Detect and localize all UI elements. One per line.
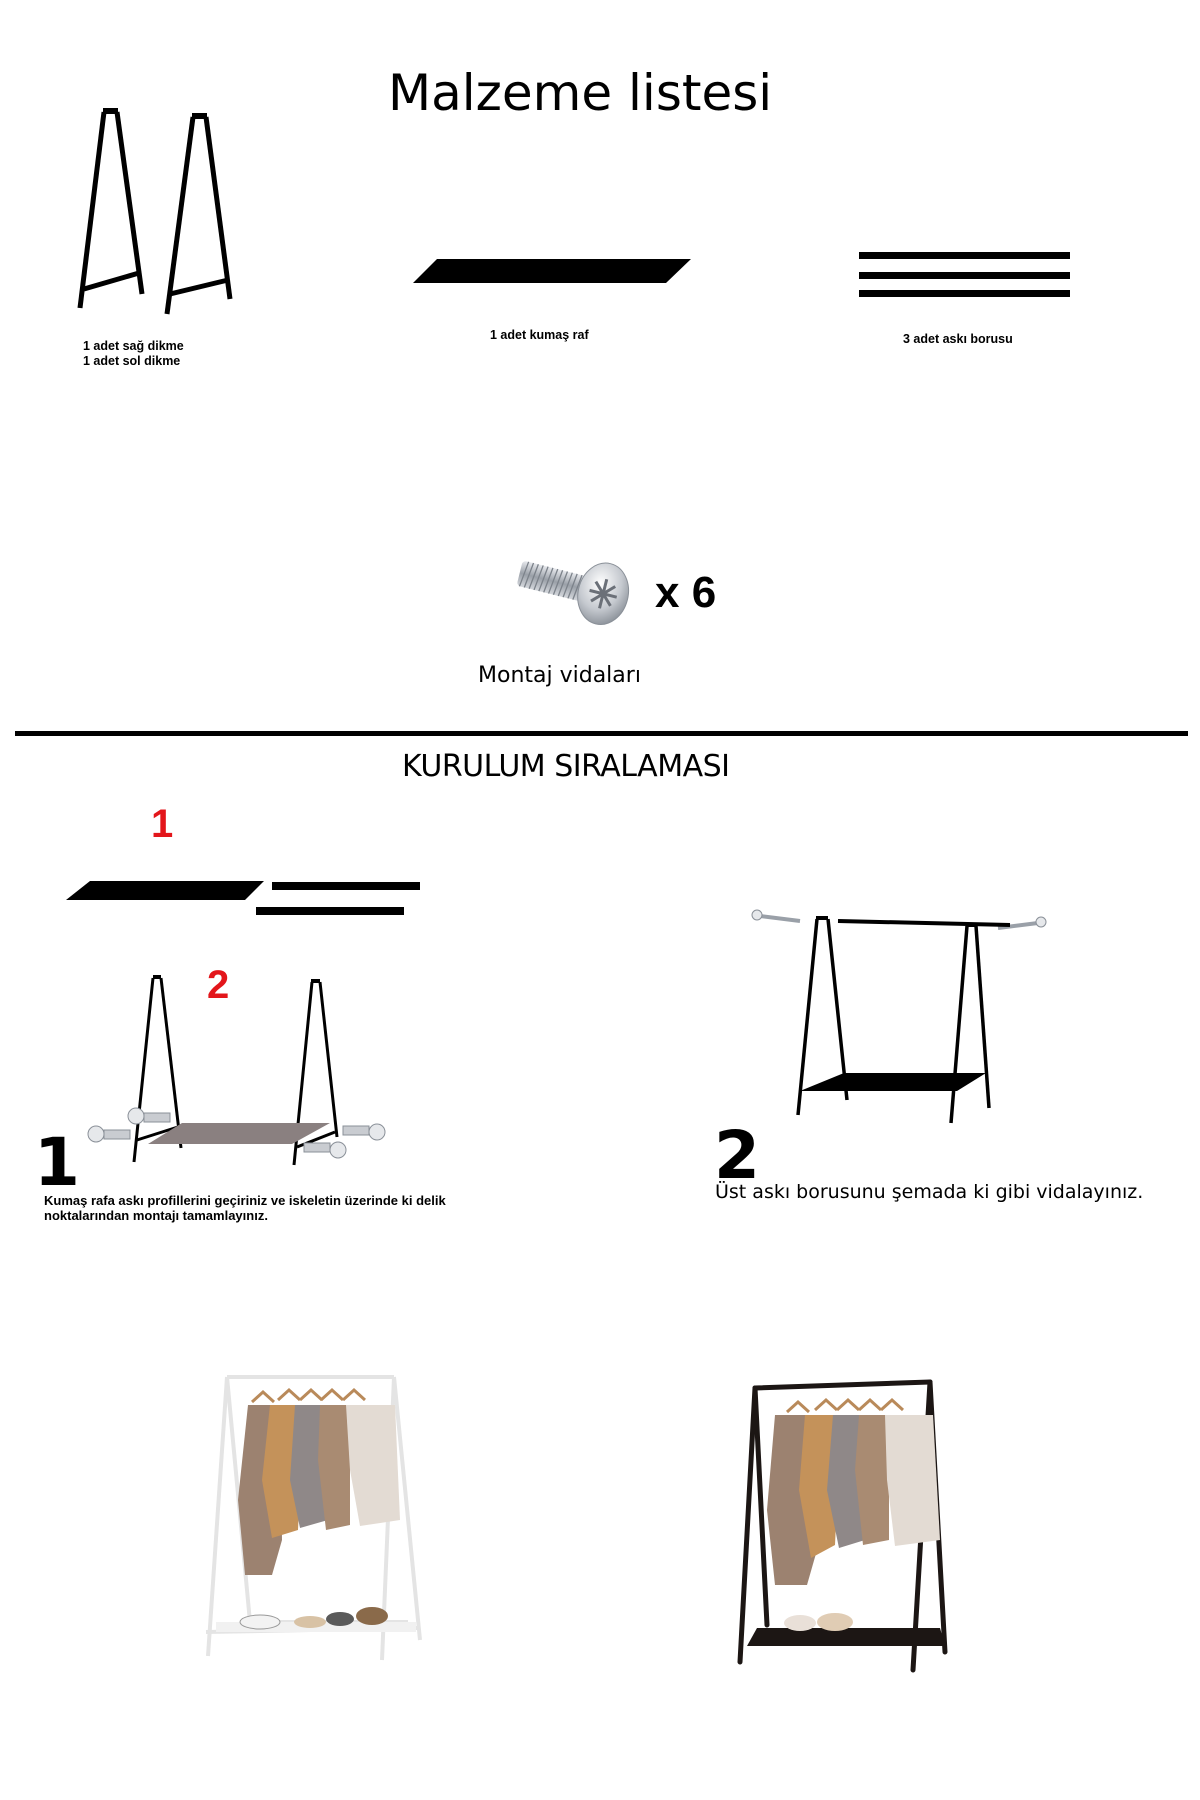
hanger-rods-icon [0,0,1200,400]
assembly-title: KURULUM SIRALAMASI [402,749,730,784]
section-divider [15,731,1188,736]
shelf-label: 1 adet kumaş raf [490,328,589,342]
screws-label: Montaj vidaları [478,663,641,688]
rods-label: 3 adet askı borusu [903,332,1013,346]
fabric-shelf-black [800,1073,986,1091]
materials-title: Malzeme listesi [388,64,773,122]
black-rack-photo [735,1370,975,1670]
step2-number: 2 [714,1117,760,1194]
rod-shape [256,907,404,915]
step1-text: Kumaş rafa askı profillerini geçiriniz ve iskeletin üzerinde ki delik noktalarından montajı tamamlayınız. [44,1193,446,1223]
rod-shape [272,882,420,890]
stands-label-line-2: 1 adet sol dikme [83,354,181,368]
step2-diagram [600,880,1200,1220]
shelf-shape [66,881,264,900]
screw-icon [343,1124,385,1140]
step1-number: 1 [34,1124,80,1201]
fabric-shelf-gray [148,1123,330,1144]
screw-icon [752,910,800,921]
step1-diagram [0,780,600,1120]
step2-text: Üst askı borusunu şemada ki gibi vidalayınız. [715,1181,1144,1203]
screw-icon [128,1108,170,1124]
step1-marker-2: 2 [207,963,230,1007]
stands-label-line-1: 1 adet sağ dikme [83,339,184,353]
screw-icon [510,550,640,640]
screw-icon [304,1142,346,1158]
step1-marker-1: 1 [151,802,174,846]
screw-count: x 6 [655,568,717,617]
screw-icon [88,1126,130,1142]
white-rack-photo [200,1360,440,1660]
